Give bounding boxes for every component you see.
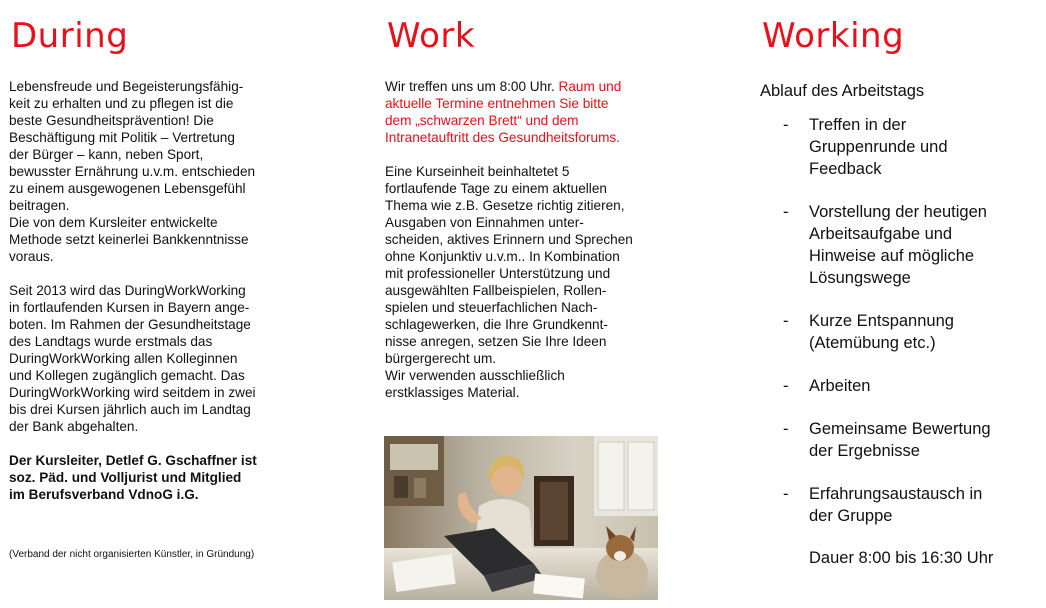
schedule-item	[760, 310, 1040, 354]
schedule-item	[760, 418, 1040, 462]
schedule-item-text: Arbeiten	[809, 377, 871, 395]
column-during	[9, 0, 294, 571]
woman-with-laptop-and-dog-photo	[384, 436, 658, 600]
schedule-item-text: Kurze Entspannung (Atemübung etc.)	[809, 312, 954, 352]
heading-working: Working	[762, 16, 905, 56]
schedule-item-text: Vorstellung der heutigen Arbeitsaufgabe und Hinweise auf mögliche Lösungswege	[809, 203, 987, 287]
schedule-item	[760, 201, 1040, 289]
ablauf-title: Ablauf des Arbeitstags	[760, 82, 925, 100]
during-paragraph-2: Seit 2013 wird das DuringWorkWorking in fortlaufenden Kursen in Bayern ange- boten. Im Rahmen der Gesundheitstage des Landtags wurde erstmals das DuringWorkWorking allen Kolleginnen und Kollegen zugänglich gemacht. Das DuringWorkWorking wird seitdem in zwei bis drei Kursen jährlich auch im Landtag der Bank abgehalten.	[9, 283, 256, 434]
meeting-time-text: Wir treffen uns um 8:00 Uhr.	[385, 79, 559, 94]
work-paragraph-2: Eine Kurseinheit beinhaltetet 5 fortlaufende Tage zu einem aktuellen Thema wie z.B. Gesetze richtig zitieren, Ausgaben von Einnahmen unter- scheiden, aktives Erinnern und Sprechen ohne Konjunktiv u.v.m.. In Kombination mit professioneller Unterstützung und ausgewählten Fallbeispielen, Rollen- spielen und steuerfachlichen Nach- schlagewerken, die Ihre Grundkennt- nisse anregen, setzen Sie Ihre Ideen bürgergerecht um. Wir verwenden ausschließlich erstklassiges Material.	[385, 164, 633, 400]
dash-marker: -	[783, 420, 789, 438]
dash-marker: -	[783, 116, 789, 134]
schedule-list	[760, 114, 1040, 527]
schedule-item-text: Gemeinsame Bewertung der Ergebnisse	[809, 420, 991, 460]
work-paragraph-1	[385, 78, 670, 146]
photo-illustration	[384, 436, 658, 600]
during-paragraph-1: Lebensfreude und Begeisterungsfähig- keit zu erhalten und zu pflegen ist die beste Gesundheitsprävention! Die Beschäftigung mit Politik – Vertretung der Bürger – kann, neben Sport, bewusster Ernährung u.v.m. entschieden zu einem ausgewogenen Lebensgefühl beitragen. Die von dem Kursleiter entwickelte Methode setzt keinerlei Bankkenntnisse voraus.	[9, 79, 256, 264]
dash-marker: -	[783, 312, 789, 330]
kursleiter-info: Der Kursleiter, Detlef G. Gschaffner ist soz. Päd. und Volljurist und Mitglied im Berufsverband VdnoG i.G.	[9, 453, 257, 502]
schedule-item	[760, 483, 1040, 527]
schedule-item	[760, 114, 1040, 180]
dash-marker: -	[783, 203, 789, 221]
heading-work: Work	[387, 16, 476, 56]
duration-text: Dauer 8:00 bis 16:30 Uhr	[809, 549, 994, 567]
schedule-item	[760, 375, 1040, 397]
column-working	[760, 0, 1040, 569]
heading-during: During	[11, 16, 129, 56]
dash-marker: -	[783, 377, 789, 395]
footnote: (Verband der nicht organisierten Künstler, in Gründung)	[9, 549, 255, 560]
schedule-item-text: Treffen in der Gruppenrunde und Feedback	[809, 116, 948, 178]
room-info-text: Raum und aktuelle Termine entnehmen Sie bitte dem „schwarzen Brett“ und dem Intranetauftritt des Gesundheitsforums.	[385, 79, 622, 145]
column-work	[385, 0, 670, 401]
dash-marker: -	[783, 485, 789, 503]
schedule-item-text: Erfahrungsaustausch in der Gruppe	[809, 485, 983, 525]
